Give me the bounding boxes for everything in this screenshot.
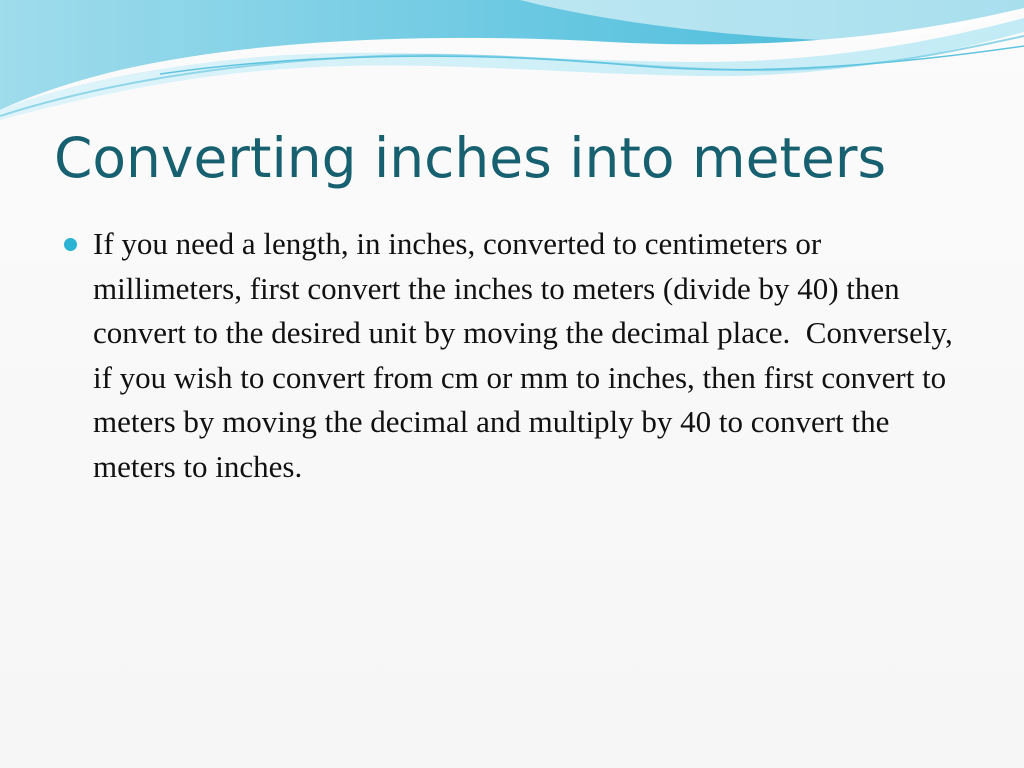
slide-title: Converting inches into meters — [54, 126, 887, 190]
header-wave-decoration — [0, 0, 1024, 130]
bullet-item — [64, 222, 974, 489]
slide-body — [64, 222, 974, 489]
bullet-text: If you need a length, in inches, converted to centimeters or millimeters, first convert the inches to meters (divide by 40) then convert to the desired unit by moving the decimal place. Conversely, if you wish to convert from cm or mm to inches, then first convert to meters by moving the decimal and multiply by 40 to convert the meters to inches. — [93, 226, 961, 484]
bullet-dot-icon — [64, 238, 77, 251]
